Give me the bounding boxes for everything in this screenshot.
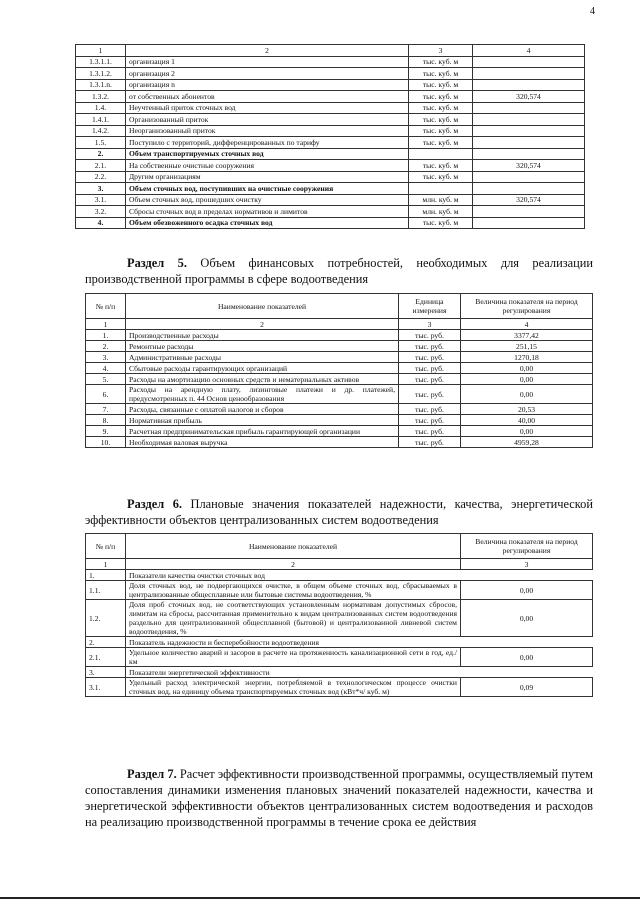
row-name: Объем транспортируемых сточных вод (126, 148, 409, 160)
row-name: Неорганизованный приток (126, 125, 409, 137)
column-number: 3 (461, 559, 593, 570)
table-row (76, 125, 585, 137)
section-7-heading (85, 766, 593, 830)
row-number: 3. (86, 352, 126, 363)
row-name: Ремонтные расходы (126, 341, 399, 352)
row-name: Доля проб сточных вод, не соответствующих установленным нормативам допустимых сбросов, лимитам на сбросы, рассчитанная применительно к видам централизованных систем водоотведения раздельно для централизованной общесплавной (бытовой) и централизованной ливневой систем водоотведения, % (126, 600, 461, 637)
row-unit: тыс. руб. (399, 404, 461, 415)
table-row (76, 206, 585, 218)
row-unit: тыс. куб. м (409, 56, 473, 68)
column-number: 2 (126, 319, 399, 330)
column-number: 1 (86, 319, 126, 330)
row-number: 3.1. (86, 678, 126, 697)
row-value (473, 56, 585, 68)
row-name: Показатели энергетической эффективности (126, 667, 593, 678)
column-number: 2 (126, 559, 461, 570)
row-unit: тыс. руб. (399, 385, 461, 404)
table-row (86, 330, 593, 341)
section-6-label: Раздел 6. (127, 497, 183, 511)
column-header: Величина показателя на период регулирования (461, 294, 593, 319)
row-unit: млн. куб. м (409, 194, 473, 206)
row-name: Удельное количество аварий и засоров в расчете на протяженность канализационной сети в год, ед./км (126, 648, 461, 667)
row-value: 0,00 (461, 600, 593, 637)
table-header-row (86, 534, 593, 559)
row-value: 320,574 (473, 91, 585, 103)
row-name: организация 1 (126, 56, 409, 68)
row-unit: тыс. руб. (399, 330, 461, 341)
row-unit: тыс. куб. м (409, 91, 473, 103)
row-name: Неучтенный приток сточных вод (126, 102, 409, 114)
row-name: Сбытовые расходы гарантирующих организаций (126, 363, 399, 374)
table-row (86, 678, 593, 697)
column-number-row (86, 559, 593, 570)
table-row (86, 600, 593, 637)
row-value: 4959,28 (461, 437, 593, 448)
table-row (86, 415, 593, 426)
row-number: 7. (86, 404, 126, 415)
row-value: 40,00 (461, 415, 593, 426)
row-name: Организованный приток (126, 114, 409, 126)
row-name: Поступило с территорий, дифференцированных по тарифу (126, 137, 409, 149)
table-row (76, 91, 585, 103)
row-number: 9. (86, 426, 126, 437)
column-number: 1 (86, 559, 126, 570)
table-row (76, 183, 585, 195)
section-7-title: Расчет эффективности производственной программы, осуществляемый путем сопоставления динамики изменения плановых значений показателей надежности, качества и энергетической эффективности объектов централизованных систем водоотведения и расходов на реализацию производственной программы в течение срока ее действия (85, 767, 593, 829)
row-number: 10. (86, 437, 126, 448)
column-header: Единица измерения (399, 294, 461, 319)
row-value (473, 114, 585, 126)
row-unit: тыс. куб. м (409, 137, 473, 149)
row-value (473, 125, 585, 137)
reliability-indicators-table (85, 533, 593, 697)
table-row (86, 341, 593, 352)
row-name: Административные расходы (126, 352, 399, 363)
table-row (76, 79, 585, 91)
row-value: 0,00 (461, 426, 593, 437)
column-number: 2 (126, 45, 409, 57)
row-name: Другим организациям (126, 171, 409, 183)
row-unit: тыс. руб. (399, 374, 461, 385)
table-row (76, 171, 585, 183)
section-6-heading (85, 496, 593, 528)
row-name: организация 2 (126, 68, 409, 80)
section-5-label: Раздел 5. (127, 256, 187, 270)
row-unit: тыс. руб. (399, 363, 461, 374)
row-unit: тыс. руб. (399, 341, 461, 352)
row-value: 320,574 (473, 194, 585, 206)
row-name: Производственные расходы (126, 330, 399, 341)
row-number: 4. (76, 217, 126, 229)
table-row (76, 56, 585, 68)
column-header: № п/п (86, 534, 126, 559)
row-unit: тыс. куб. м (409, 171, 473, 183)
row-value: 3377,42 (461, 330, 593, 341)
row-unit (409, 148, 473, 160)
section-5-heading (85, 255, 593, 287)
row-name: Объем сточных вод, прошедших очистку (126, 194, 409, 206)
row-name: Объем обезвоженного осадка сточных вод (126, 217, 409, 229)
column-header: № п/п (86, 294, 126, 319)
table-row (86, 648, 593, 667)
financial-needs-table (85, 293, 593, 448)
table-row (86, 374, 593, 385)
row-value: 0,00 (461, 581, 593, 600)
row-unit: тыс. куб. м (409, 102, 473, 114)
row-value (473, 171, 585, 183)
row-value: 0,00 (461, 385, 593, 404)
row-number: 1.3.1.2. (76, 68, 126, 80)
row-value (473, 217, 585, 229)
row-name: На собственные очистные сооружения (126, 160, 409, 172)
table-row (76, 102, 585, 114)
row-value: 20,53 (461, 404, 593, 415)
row-value (473, 148, 585, 160)
row-number: 1. (86, 570, 126, 581)
row-value (473, 102, 585, 114)
row-number: 1.5. (76, 137, 126, 149)
table-row (86, 437, 593, 448)
table-row (86, 581, 593, 600)
row-number: 6. (86, 385, 126, 404)
row-unit (409, 183, 473, 195)
column-number: 3 (409, 45, 473, 57)
row-number: 1.3.2. (76, 91, 126, 103)
table-row (76, 114, 585, 126)
row-name: Расходы на арендную плату, лизинговые платежи и др. платежей, предусмотренных п. 44 Основ ценообразования (126, 385, 399, 404)
row-name: Показатель надежности и бесперебойности водоотведения (126, 637, 593, 648)
row-number: 1.4.2. (76, 125, 126, 137)
row-value (473, 79, 585, 91)
table-row (76, 148, 585, 160)
table-row (86, 426, 593, 437)
section-5-title: Объем финансовых потребностей, необходимых для реализации производственной программы в сфере водоотведения (85, 256, 593, 286)
row-number: 1.3.1.1. (76, 56, 126, 68)
row-value: 0,00 (461, 363, 593, 374)
row-unit: тыс. куб. м (409, 68, 473, 80)
row-unit: тыс. куб. м (409, 217, 473, 229)
column-header: Величина показателя на период регулирования (461, 534, 593, 559)
table-row (76, 194, 585, 206)
group-row (86, 637, 593, 648)
row-number: 2. (86, 341, 126, 352)
row-name: Нормативная прибыль (126, 415, 399, 426)
group-row (86, 667, 593, 678)
row-value (473, 137, 585, 149)
row-name: от собственных абонентов (126, 91, 409, 103)
row-unit: тыс. куб. м (409, 79, 473, 91)
row-number: 3. (86, 667, 126, 678)
row-number: 1.4.1. (76, 114, 126, 126)
table-row (86, 352, 593, 363)
row-number: 8. (86, 415, 126, 426)
table-row (86, 363, 593, 374)
row-value: 251,15 (461, 341, 593, 352)
row-unit: тыс. куб. м (409, 125, 473, 137)
row-value (473, 68, 585, 80)
row-number: 1.4. (76, 102, 126, 114)
row-number: 3.1. (76, 194, 126, 206)
column-number: 4 (473, 45, 585, 57)
row-number: 1. (86, 330, 126, 341)
row-number: 3. (76, 183, 126, 195)
row-value: 0,09 (461, 678, 593, 697)
row-name: Сбросы сточных вод в пределах нормативов и лимитов (126, 206, 409, 218)
row-number: 2. (86, 637, 126, 648)
row-name: Расходы на амортизацию основных средств и нематериальных активов (126, 374, 399, 385)
row-unit: тыс. руб. (399, 415, 461, 426)
table-row (76, 160, 585, 172)
row-unit: млн. куб. м (409, 206, 473, 218)
column-number: 1 (76, 45, 126, 57)
row-number: 5. (86, 374, 126, 385)
column-number-row (76, 45, 585, 57)
column-header: Наименование показателей (126, 534, 461, 559)
table-header-row (86, 294, 593, 319)
row-number: 1.2. (86, 600, 126, 637)
row-value (473, 206, 585, 218)
table-row (86, 385, 593, 404)
group-row (86, 570, 593, 581)
row-unit: тыс. руб. (399, 437, 461, 448)
page-number: 4 (590, 6, 595, 17)
row-unit: тыс. куб. м (409, 160, 473, 172)
row-number: 2.1. (76, 160, 126, 172)
row-value (473, 183, 585, 195)
row-number: 4. (86, 363, 126, 374)
row-number: 3.2. (76, 206, 126, 218)
row-number: 2. (76, 148, 126, 160)
row-name: Объем сточных вод, поступивших на очистные сооружения (126, 183, 409, 195)
row-unit: тыс. руб. (399, 352, 461, 363)
column-header: Наименование показателей (126, 294, 399, 319)
row-name: Доля сточных вод, не подвергающихся очистке, в общем объеме сточных вод, сбрасываемых в централизованные общесплавные или бытовые системы водоотведения, % (126, 581, 461, 600)
row-unit: тыс. куб. м (409, 114, 473, 126)
row-number: 2.2. (76, 171, 126, 183)
row-number: 2.1. (86, 648, 126, 667)
section-7-label: Раздел 7. (127, 767, 177, 781)
row-value: 0,00 (461, 648, 593, 667)
table-row (76, 68, 585, 80)
row-name: организация n (126, 79, 409, 91)
table-row (76, 137, 585, 149)
table-row (76, 217, 585, 229)
page-bottom-edge (0, 897, 640, 899)
table-row (86, 404, 593, 415)
row-value: 0,00 (461, 374, 593, 385)
row-number: 1.3.1.n. (76, 79, 126, 91)
row-value: 1270,18 (461, 352, 593, 363)
row-name: Расчетная предпринимательская прибыль гарантирующей организации (126, 426, 399, 437)
row-name: Необходимая валовая выручка (126, 437, 399, 448)
row-value: 320,574 (473, 160, 585, 172)
wastewater-volume-table (75, 44, 585, 229)
column-number-row (86, 319, 593, 330)
row-number: 1.1. (86, 581, 126, 600)
row-name: Показатели качества очистки сточных вод (126, 570, 593, 581)
row-name: Расходы, связанные с оплатой налогов и сборов (126, 404, 399, 415)
row-name: Удельный расход электрической энергии, потребляемой в технологическом процессе очистки сточных вод, на единицу объема транспортируемых сточных вод (кВт*ч/ куб. м) (126, 678, 461, 697)
column-number: 3 (399, 319, 461, 330)
row-unit: тыс. руб. (399, 426, 461, 437)
column-number: 4 (461, 319, 593, 330)
section-6-title: Плановые значения показателей надежности, качества, энергетической эффективности объектов централизованных систем водоотведения (85, 497, 593, 527)
